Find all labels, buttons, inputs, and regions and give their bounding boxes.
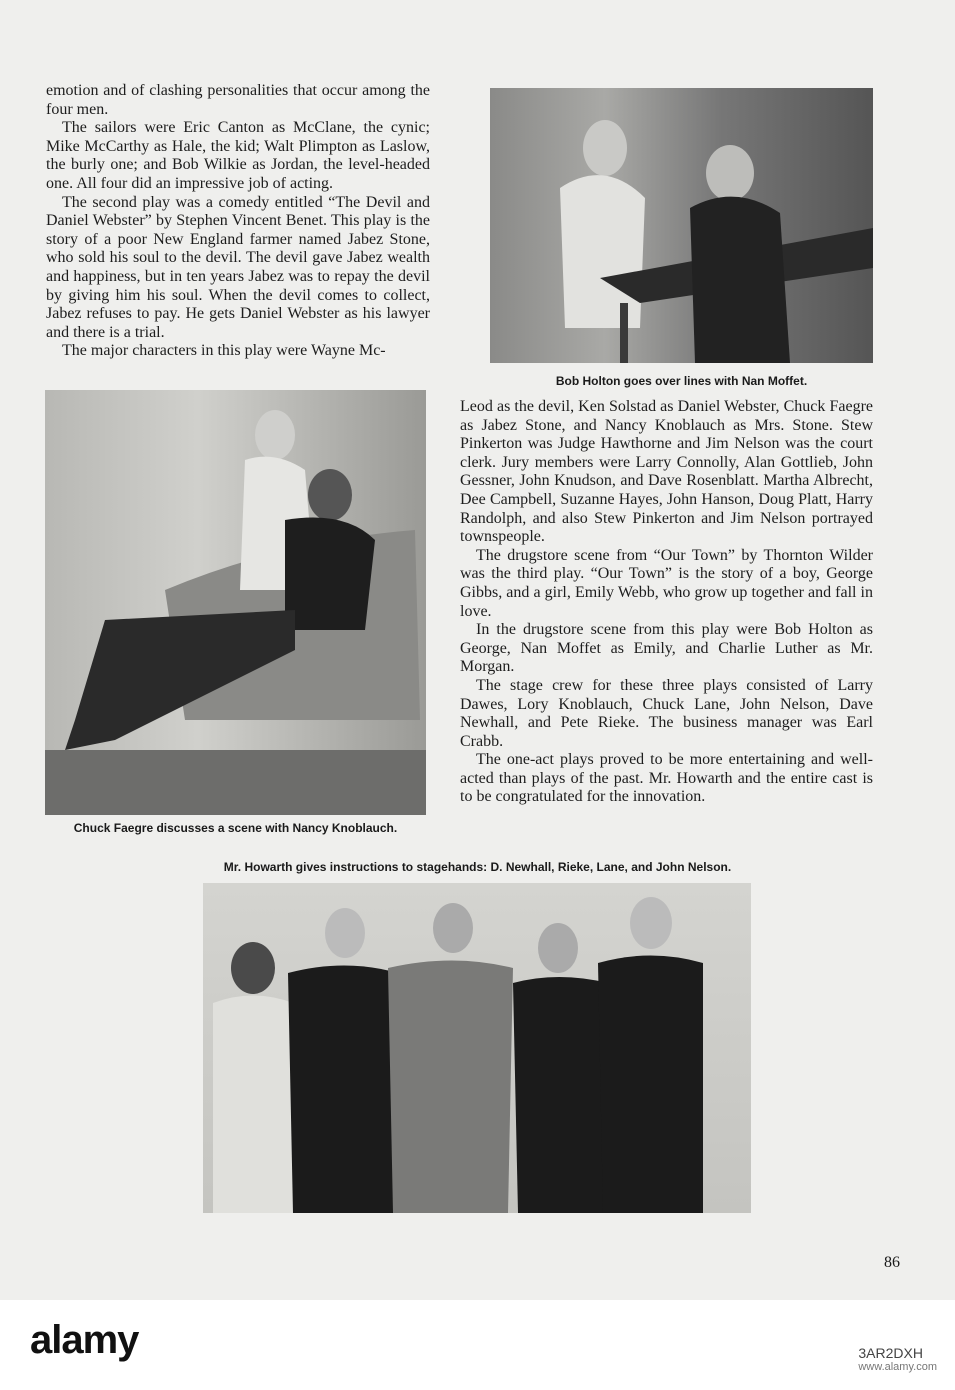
paragraph: The one-act plays proved to be more entertaining and well-acted than plays of the past. Mr. Howarth and the entire cast is to be congratulated for the innovation. (460, 751, 873, 806)
photo-figures (490, 88, 873, 363)
caption-left: Chuck Faegre discusses a scene with Nancy Knoblauch. (73, 821, 398, 835)
caption-bottom: Mr. Howarth gives instructions to stagehands: D. Newhall, Rieke, Lane, and John Nelson. (223, 860, 732, 874)
watermark-band (0, 1300, 955, 1390)
paragraph: Leod as the devil, Ken Solstad as Daniel Webster, Chuck Faegre as Jabez Stone, and Nancy Knoblauch as Mrs. Stone. Stew Pinkerton was Judge Hawthorne and Jim Nelson was the court clerk. Jury members were Larry Connolly, Alan Gottlieb, John Gessner, John Knudson, and Dave Rosenblatt. Martha Albrecht, Dee Campbell, Suzanne Hayes, John Hanson, Doug Platt, Harry Randolph, and also Stew Pinkerton and Jim Nelson portrayed townspeople. (460, 398, 873, 546)
stock-id-value: 3AR2DXH (858, 1345, 923, 1361)
alamy-logo: alamy (30, 1318, 139, 1362)
paragraph: In the drugstore scene from this play were Bob Holton as George, Nan Moffet as Emily, and Charlie Luther as Mr. Morgan. (460, 621, 873, 676)
paragraph: The sailors were Eric Canton as McClane, the cynic; Mike McCarthy as Hale, the kid; Walt Plimpton as Laslow, the burly one; and Bob Wilkie as Jordan, the level-headed one. All four did an impressive job of acting. (46, 119, 430, 192)
caption-top-right: Bob Holton goes over lines with Nan Moffet. (555, 374, 808, 388)
stock-url: www.alamy.com (858, 1361, 937, 1373)
paragraph: The major characters in this play were Wayne Mc- (62, 342, 386, 360)
right-text-column (460, 398, 873, 807)
paragraph: The second play was a comedy entitled “The Devil and Daniel Webster” by Stephen Vincent Benet. This play is the story of a poor New England farmer named Jabez Stone, who sold his soul to the devil. The devil gave Jabez wealth and happiness, but in ten years Jabez was to repay the devil by giving him his soul. When the devil comes to collect, Jabez refuses to pay. He gets Daniel Webster as his lawyer and there is a trial. (46, 193, 430, 341)
photo-stagehands (203, 883, 751, 1213)
photo-chuck-faegre-nancy-knoblauch (45, 390, 426, 815)
paragraph: The stage crew for these three plays consisted of Larry Dawes, Lory Knoblauch, Chuck Lane, John Nelson, Dave Newhall, and Pete Rieke. The business manager was Earl Crabb. (460, 676, 873, 750)
paragraph: The drugstore scene from “Our Town” by Thornton Wilder was the third play. “Our Town” is the story of a boy, George Gibbs, and a girl, Emily Webb, who grow up together and fall in love. (460, 546, 873, 620)
photo-figures (45, 390, 426, 815)
paragraph: emotion and of clashing personalities that occur among the four men. (46, 82, 430, 118)
left-text-column (46, 82, 430, 361)
page-number: 86 (884, 1254, 900, 1271)
stock-id (858, 1345, 937, 1373)
photo-figures (203, 883, 751, 1213)
photo-bob-holton-nan-moffet (490, 88, 873, 363)
